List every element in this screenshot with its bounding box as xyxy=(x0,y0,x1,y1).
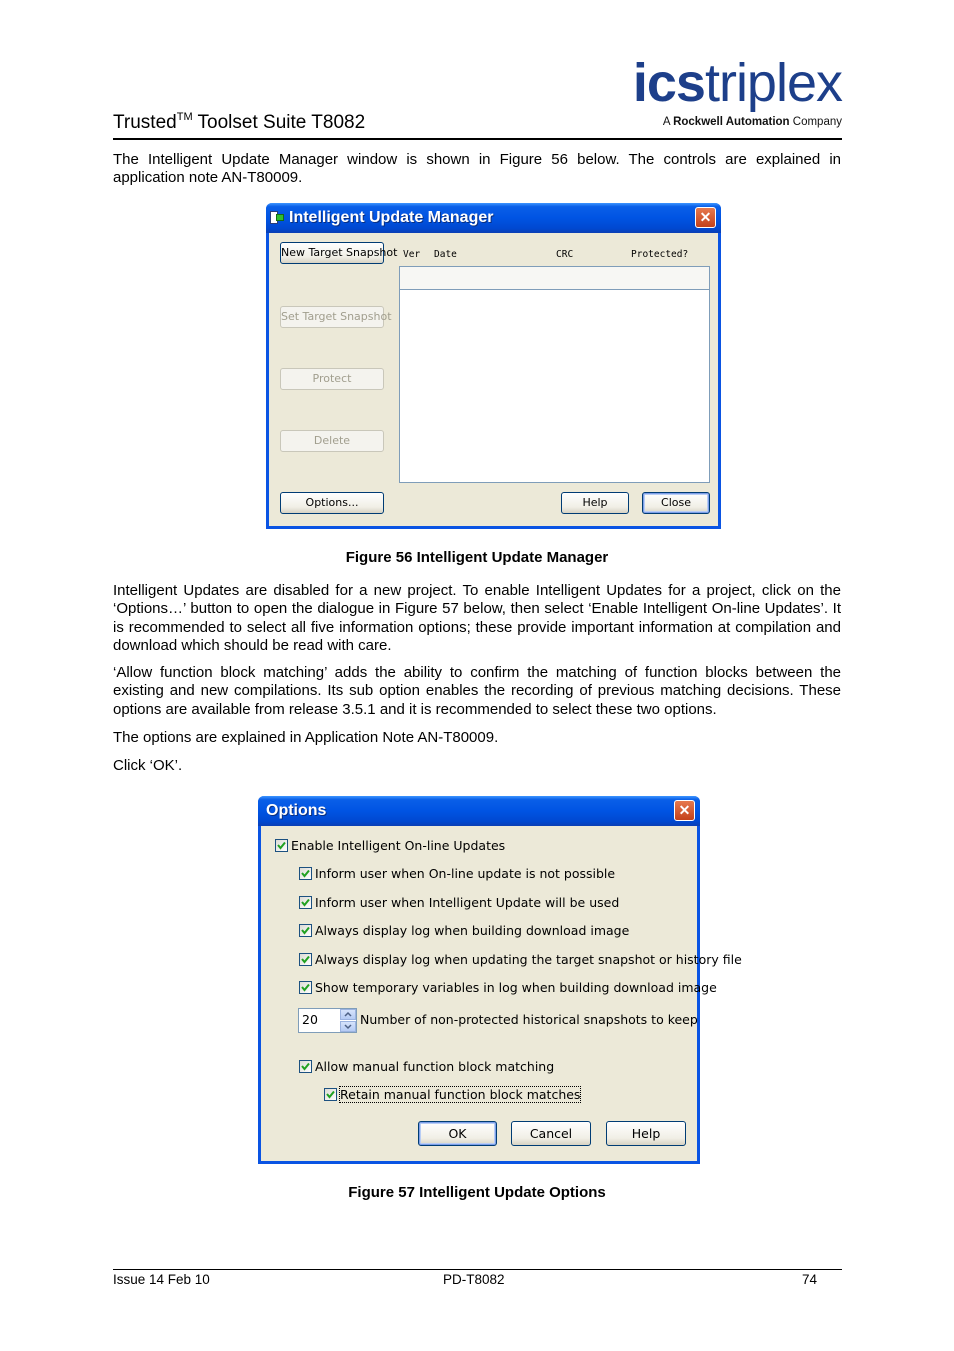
options-title: Options xyxy=(266,802,327,819)
checkmark-icon xyxy=(277,841,286,850)
close-button[interactable]: Close xyxy=(642,492,710,514)
footer-issue: Issue 14 Feb 10 xyxy=(113,1272,210,1287)
spin-down-icon[interactable] xyxy=(340,1021,356,1032)
document-header-title xyxy=(113,112,365,134)
retain-manual-matches-checkbox[interactable] xyxy=(324,1088,337,1101)
inform-online-not-possible-label: Inform user when On-line update is not possible xyxy=(315,866,616,881)
intro-paragraph: The Intelligent Update Manager window is shown in Figure 56 below. The controls are explained in application note AN-T80009. xyxy=(113,151,841,187)
show-temporary-variables-checkbox[interactable] xyxy=(299,981,312,994)
options-note-paragraph: The options are explained in Application Note AN-T80009. xyxy=(113,729,499,746)
intelligent-update-manager-window xyxy=(266,203,721,529)
footer-page-number: 74 xyxy=(802,1272,818,1287)
options-button[interactable]: Options... xyxy=(280,492,384,514)
inform-online-not-possible-checkbox[interactable] xyxy=(299,867,312,880)
new-target-snapshot-button[interactable]: New Target Snapshot xyxy=(280,242,384,264)
help-button[interactable]: Help xyxy=(606,1121,686,1146)
enable-intelligent-updates-label: Enable Intelligent On-line Updates xyxy=(291,838,506,853)
checkmark-icon xyxy=(326,1090,335,1099)
product-name-rest: Toolset Suite T8082 xyxy=(192,112,366,133)
footer-rule xyxy=(113,1269,842,1270)
delete-button[interactable]: Delete xyxy=(280,430,384,452)
display-log-download-image-label: Always display log when building download image xyxy=(315,923,630,938)
figure-56-caption: Figure 56 Intelligent Update Manager xyxy=(345,549,609,566)
ics-triplex-logo xyxy=(612,53,844,130)
close-icon[interactable]: ✕ xyxy=(695,207,716,228)
manager-title: Intelligent Update Manager xyxy=(289,209,494,226)
retain-manual-matches-label: Retain manual function block matches xyxy=(340,1087,581,1102)
snapshots-to-keep-label: Number of non-protected historical snapshots to keep xyxy=(360,1012,698,1027)
close-icon[interactable]: ✕ xyxy=(674,800,695,821)
inform-intelligent-update-used-checkbox[interactable] xyxy=(299,896,312,909)
allow-manual-matching-label: Allow manual function block matching xyxy=(315,1059,555,1074)
checkmark-icon xyxy=(301,983,310,992)
snapshot-history-list[interactable] xyxy=(399,289,710,483)
help-button[interactable]: Help xyxy=(561,492,629,514)
snapshots-to-keep-value: 20 xyxy=(302,1012,318,1027)
checkmark-icon xyxy=(301,869,310,878)
column-header-date: Date xyxy=(434,249,457,260)
set-target-snapshot-button[interactable]: Set Target Snapshot xyxy=(280,306,384,328)
checkmark-icon xyxy=(301,898,310,907)
checkmark-icon xyxy=(301,955,310,964)
function-block-matching-paragraph: ‘Allow function block matching’ adds the ability to confirm the matching of function blocks between the existing and new compilations. Its sub option enables the recording of previous matching decisions. These options are available from release 3.5.1 and it is recommended to select these two options. xyxy=(113,664,841,718)
logo-tagline: A Rockwell Automation Company xyxy=(662,116,842,128)
checkmark-icon xyxy=(301,926,310,935)
display-log-target-snapshot-label: Always display log when updating the target snapshot or history file xyxy=(315,952,742,967)
snapshots-to-keep-spinner[interactable] xyxy=(298,1008,357,1033)
inform-intelligent-update-used-label: Inform user when Intelligent Update will be used xyxy=(315,895,620,910)
trademark-superscript: TM xyxy=(176,111,193,123)
app-icon xyxy=(270,211,284,224)
column-header-ver: Ver xyxy=(403,249,421,260)
options-dialog xyxy=(258,796,742,1164)
display-log-download-image-checkbox[interactable] xyxy=(299,924,312,937)
logo-wordmark: icstriplex xyxy=(632,53,842,113)
display-log-target-snapshot-checkbox[interactable] xyxy=(299,953,312,966)
header-rule xyxy=(113,138,842,140)
enable-intelligent-updates-checkbox[interactable] xyxy=(275,839,288,852)
column-header-crc: CRC xyxy=(556,249,574,260)
figure-57-caption: Figure 57 Intelligent Update Options xyxy=(348,1184,606,1201)
click-ok-paragraph: Click ‘OK’. xyxy=(113,757,183,774)
protect-button[interactable]: Protect xyxy=(280,368,384,390)
manager-title-bar xyxy=(266,203,721,233)
spin-up-icon[interactable] xyxy=(340,1009,356,1020)
options-title-bar xyxy=(258,796,700,826)
ok-button[interactable]: OK xyxy=(418,1121,497,1146)
enable-updates-paragraph: Intelligent Updates are disabled for a new project. To enable Intelligent Updates for a project, click on the ‘Options…’ button to open the dialogue in Figure 57 below, then select ‘Enable Intelligent On-line Updates’. It is recommended to select all five information options; these provide important information at compilation and download which should be read with care. xyxy=(113,582,841,654)
checkmark-icon xyxy=(301,1062,310,1071)
allow-manual-matching-checkbox[interactable] xyxy=(299,1060,312,1073)
show-temporary-variables-label: Show temporary variables in log when building download image xyxy=(315,980,717,995)
snapshot-current-row[interactable] xyxy=(399,266,710,290)
cancel-button[interactable]: Cancel xyxy=(511,1121,591,1146)
product-name: Trusted xyxy=(113,112,177,133)
footer-document-number: PD-T8082 xyxy=(443,1272,505,1287)
column-header-protected: Protected? xyxy=(631,249,689,260)
